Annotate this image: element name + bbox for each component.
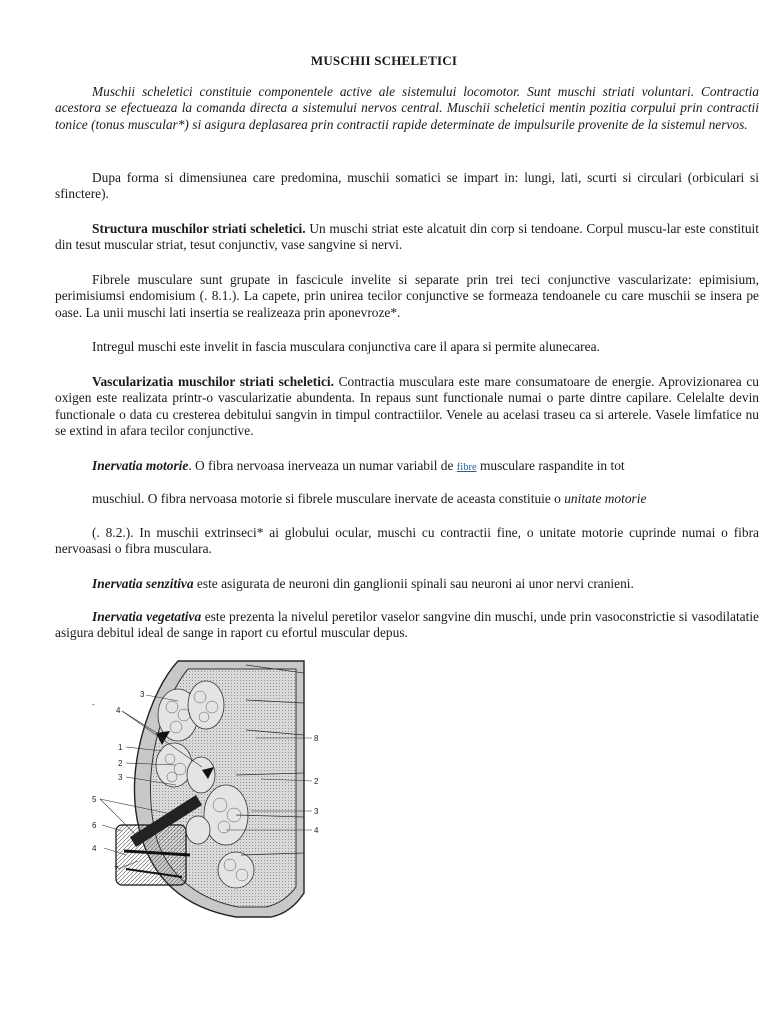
muscle-cross-section-illustration xyxy=(86,655,336,920)
figure-label: 6 xyxy=(92,821,97,830)
structure-text: Un muschi striat este alcatuit din corp si tendoane. Corpul muscu-lar este constituit din tesut muscular striat, tesut conjunctiv, vase sangvine si nervi. xyxy=(55,221,759,253)
figure-label: 5 xyxy=(92,795,97,804)
vegetative-innervation-text: este prezenta la nivelul peretilor vaselor sangvine din muschi, unde prin vasoconstrictie si vasodilatatie asigura debitul ideal de sange in raport cu efortul muscular depus. xyxy=(55,609,759,641)
paragraph-fascia: Intregul muschi este invelit in fascia musculara conjunctiva care il apara si permite alunecarea. xyxy=(92,339,600,354)
figure-label: 3 xyxy=(118,773,123,782)
figure-label: 4 xyxy=(314,826,319,835)
figure-label: 3 xyxy=(314,807,319,816)
motor-innervation-heading: Inervatia motorie xyxy=(92,458,189,473)
figure-label: 4 xyxy=(116,706,121,715)
paragraph-vegetative-innervation xyxy=(55,609,759,642)
vascularization-text: Contractia musculara este mare consumatoare de energie. Aprovizionarea cu oxigen este realizata printr-o vascularizatie abundenta. In repaus sunt functionale numai o parte dintre capilare. Celelalte devin functionale o data cu cresterea debitului sangvin in timpul contractiilor. Venele au acelasi traseu ca si arterele. Vasele limfatice nu se extind in afara tecilor conjunctive. xyxy=(55,374,759,439)
page-title: MUSCHII SCHELETICI xyxy=(310,53,458,68)
fibre-link[interactable]: fibre xyxy=(456,462,477,473)
paragraph-ocular: (. 8.2.). In muschii extrinseci* ai globului ocular, muschi cu contractii fine, o unitate motorie cuprinde numai o fibra nervoasasi o fibra musculara. xyxy=(55,525,759,557)
motor-unit-term: unitate motorie xyxy=(564,491,647,506)
paragraph-sensory-innervation xyxy=(55,576,759,592)
paragraph-vascularization xyxy=(55,374,759,440)
motor-innervation-text-b: musculare raspandite in tot xyxy=(476,458,625,473)
figure-label: 3 xyxy=(140,690,145,699)
vascularization-heading: Vascularizatia muschilor striati scheletici. xyxy=(92,374,334,389)
paragraph-fibers: Fibrele musculare sunt grupate in fascicule invelite si separate prin trei teci conjunctive vascularizate: epimisium, perimisiumsi endomisium (. 8.1.). La capete, prin unirea tecilor conjunctive se formeaza tendoanele cu care muschii se insera pe oase. La unii muschi lati insertia se realizeaza prin aponevroze*. xyxy=(55,272,759,320)
figure-label: 4 xyxy=(92,844,97,853)
figure-label: 1 xyxy=(118,743,123,752)
figure-label: 8 xyxy=(314,734,319,743)
paragraph-motor-unit xyxy=(55,491,759,507)
figure-label: - xyxy=(92,700,95,709)
paragraph-motor-innervation xyxy=(55,458,759,476)
muscle-structure-figure xyxy=(86,655,336,920)
sensory-innervation-heading: Inervatia senzitiva xyxy=(92,576,194,591)
motor-unit-text: muschiul. O fibra nervoasa motorie si fibrele musculare inervate de aceasta constituie o xyxy=(92,491,565,506)
figure-label: 7 xyxy=(114,865,119,874)
paragraph-intro: Muschii scheletici constituie componentele active ale sistemului locomotor. Sunt muschi striati voluntari. Contractia acestora se efectueaza la comanda directa a sistemului nervos central. Muschii scheletici mentin pozitia corpului prin contractii tonice (tonus muscular*) si asigura deplasarea prin contractii rapide determinate de impulsurile provenite de la sistemul nervos. xyxy=(55,84,759,132)
structure-heading: Structura muschilor striati scheletici. xyxy=(92,221,306,236)
vegetative-innervation-heading: Inervatia vegetativa xyxy=(92,609,202,624)
figure-label: 2 xyxy=(314,777,319,786)
paragraph-forms: Dupa forma si dimensiunea care predomina, muschii somatici se impart in: lungi, lati, scurti si circulari (orbiculari si sfinctere). xyxy=(55,170,759,202)
figure-label: 2 xyxy=(118,759,123,768)
paragraph-structure xyxy=(55,221,759,254)
sensory-innervation-text: este asigurata de neuroni din ganglionii spinali sau neuroni ai unor nervi cranieni. xyxy=(193,576,634,591)
motor-innervation-text-a: . O fibra nervoasa inerveaza un numar variabil de xyxy=(188,458,457,473)
